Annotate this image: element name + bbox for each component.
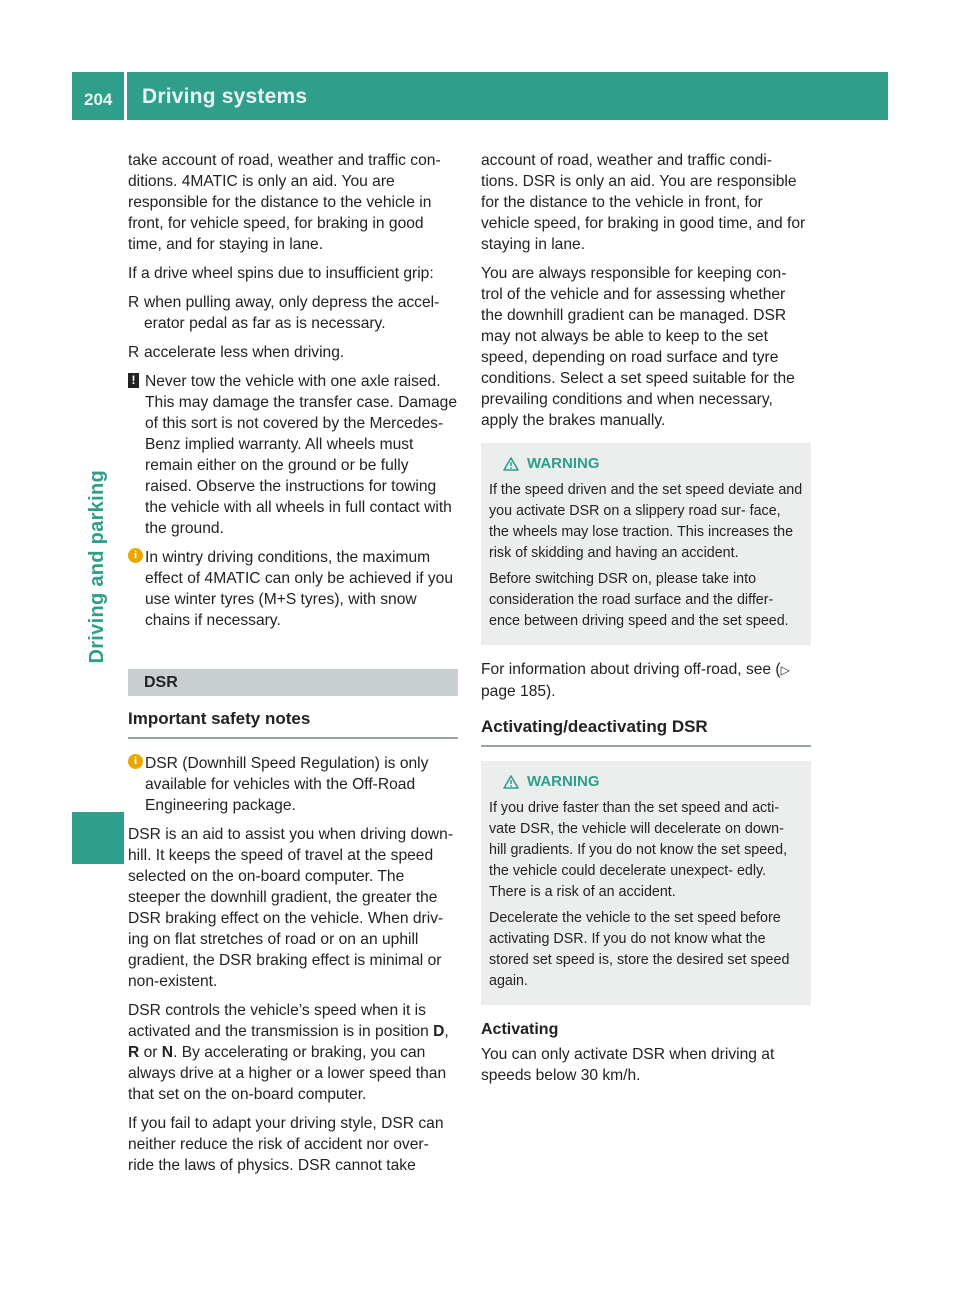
bullet-icon: R xyxy=(128,294,140,311)
list-item xyxy=(128,292,458,334)
info-note xyxy=(128,753,458,816)
info-icon: i xyxy=(128,548,143,563)
warning-text: If the speed driven and the set speed deviate and you activate DSR on a slippery road sur- face, the wheels may lose traction. This increases the risk of skidding and having an accident. xyxy=(489,482,803,561)
page-header xyxy=(72,72,888,120)
chapter-title: Driving systems xyxy=(142,85,308,108)
paragraph: You can only activate DSR when driving at speeds below 30 km/h. xyxy=(481,1046,775,1084)
subheading-activating: Activating xyxy=(481,1021,559,1038)
list-item-text: when pulling away, only depress the accel- erator pedal as far as is necessary. xyxy=(144,294,440,332)
info-note xyxy=(128,547,458,631)
paragraph: If you fail to adapt your driving style, DSR can neither reduce the risk of accident nor over- ride the laws of physics. DSR cannot take xyxy=(128,1115,444,1174)
warning-label: WARNING xyxy=(527,773,600,790)
paragraph: If a drive wheel spins due to insufficient grip: xyxy=(128,265,434,282)
page-reference[interactable]: page 185). xyxy=(481,683,556,700)
text-run: . By accelerating or braking, you can always drive at a higher or a lower speed than that set on the on-board computer. xyxy=(128,1044,447,1103)
bullet-icon: R xyxy=(128,344,140,361)
text-run: , xyxy=(444,1023,449,1040)
page-number: 204 xyxy=(84,90,113,109)
list-item xyxy=(128,342,458,363)
warning-header xyxy=(503,453,803,474)
warning-text: If you drive faster than the set speed and acti- vate DSR, the vehicle will decelerate on down- hill gradients. If you do not know the set speed, the vehicle could decelerate unexpect- edly. There is a risk of an accident. xyxy=(489,800,788,900)
subheading-activating-deactivating: Activating/deactivating DSR xyxy=(481,716,811,747)
gear-r: R xyxy=(128,1044,140,1061)
side-tab-marker xyxy=(72,812,124,864)
side-chapter-label: Driving and parking xyxy=(86,470,108,664)
left-column xyxy=(128,150,458,1184)
page-ref-arrow-icon: ▷ xyxy=(780,663,790,677)
paragraph: You are always responsible for keeping con- trol of the vehicle and for assessing whether the downhill gradient can be managed. DSR may not always be able to keep to the set speed, depending on road surface and tyre conditions. Select a set speed suitable for the prevailing conditions and when necessary, apply the brakes manually. xyxy=(481,265,795,429)
exclamation-icon: ! xyxy=(128,373,139,388)
text-run: DSR controls the vehicle’s speed when it is activated and the transmission is in position xyxy=(128,1002,434,1040)
paragraph: DSR is an aid to assist you when driving down- hill. It keeps the speed of travel at the speed selected on the on-board computer. The steeper the downhill gradient, the greater the DSR braking effect on the vehicle. When driv- ing on flat stretches of road or on an uphill gradient, the DSR braking effect is minimal or non-existent. xyxy=(128,826,454,990)
text-run: or xyxy=(139,1044,162,1061)
list-item-text: accelerate less when driving. xyxy=(144,344,345,361)
warning-text: Decelerate the vehicle to the set speed before activating DSR. If you do not know what the stored set speed is, store the desired set speed again. xyxy=(489,910,790,989)
warning-triangle-icon xyxy=(503,775,519,789)
text-run: For information about driving off-road, see ( xyxy=(481,661,781,678)
caution-note xyxy=(128,371,458,539)
paragraph xyxy=(128,1000,458,1105)
section-heading-dsr: DSR xyxy=(128,669,458,696)
paragraph: take account of road, weather and traffic con- ditions. 4MATIC is only an aid. You are responsible for the distance to the vehicle in front, for vehicle speed, for braking in good time, and for staying in lane. xyxy=(128,152,441,253)
right-column xyxy=(481,150,811,1094)
subheading-safety-notes: Important safety notes xyxy=(128,708,458,739)
caution-text: Never tow the vehicle with one axle raised. This may damage the transfer case. Damage of this sort is not covered by the Mercedes-Benz implied warranty. All wheels must remain either on the ground or be fully raised. Observe the instructions for towing the vehicle with all wheels in full contact with the ground. xyxy=(145,373,458,537)
warning-triangle-icon xyxy=(503,457,519,471)
paragraph: account of road, weather and traffic condi- tions. DSR is only an aid. You are responsible for the distance to the vehicle in front, for vehicle speed, for braking in good time, and for staying in lane. xyxy=(481,152,806,253)
info-text: In wintry driving conditions, the maximum effect of 4MATIC can only be achieved if you use winter tyres (M+S tyres), with snow chains if necessary. xyxy=(145,549,453,629)
warning-box xyxy=(481,443,811,645)
gear-n: N xyxy=(161,1044,174,1061)
paragraph xyxy=(481,659,811,702)
warning-header xyxy=(503,771,803,792)
warning-box xyxy=(481,761,811,1005)
warning-label: WARNING xyxy=(527,455,600,472)
info-text: DSR (Downhill Speed Regulation) is only available for vehicles with the Off-Road Engineering package. xyxy=(145,755,429,814)
warning-text: Before switching DSR on, please take into consideration the road surface and the differ- ence between driving speed and the set speed. xyxy=(489,571,789,629)
page-number-box xyxy=(72,72,127,120)
gear-d: D xyxy=(433,1023,445,1040)
info-icon: i xyxy=(128,754,143,769)
